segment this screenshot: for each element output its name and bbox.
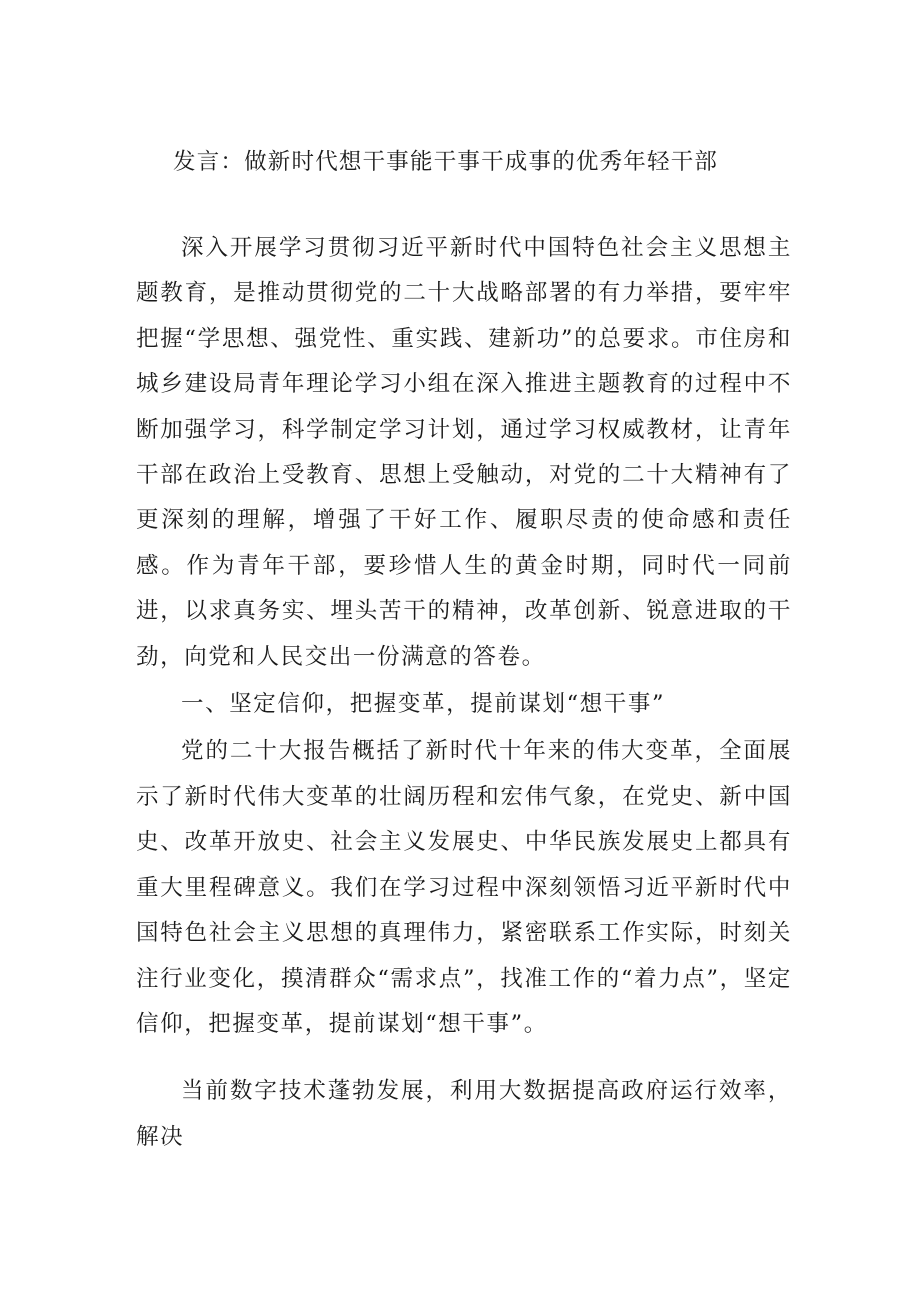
document-title: 发言：做新时代想干事能干事干成事的优秀年轻干部 bbox=[173, 149, 719, 175]
document-body bbox=[136, 226, 792, 1160]
section-1-paragraph-1: 党的二十大报告概括了新时代十年来的伟大变革，全面展示了新时代伟大变革的壮阔历程和宏伟气象，在党史、新中国史、改革开放史、社会主义发展史、中华民族发展史上都具有重大里程碑意义。我们在学习过程中深刻领悟习近平新时代中国特色社会主义思想的真理伟力，紧密联系工作实际，时刻关注行业变化，摸清群众“需求点”，找准工作的“着力点”，坚定信仰，把握变革，提前谋划“想干事”。 bbox=[136, 738, 792, 1037]
section-heading-1: 一、坚定信仰，把握变革，提前谋划“想干事” bbox=[181, 691, 666, 718]
section-1-paragraph-2: 当前数字技术蓬勃发展，利用大数据提高政府运行效率，解决 bbox=[136, 1078, 792, 1150]
intro-paragraph: 深入开展学习贯彻习近平新时代中国特色社会主义思想主题教育，是推动贯彻党的二十大战略部署的有力举措，要牢牢把握“学思想、强党性、重实践、建新功”的总要求。市住房和城乡建设局青年理论学习小组在深入推进主题教育的过程中不断加强学习，科学制定学习计划，通过学习权威教材，让青年干部在政治上受教育、思想上受触动，对党的二十大精神有了更深刻的理解，增强了干好工作、履职尽责的使命感和责任感。作为青年干部，要珍惜人生的黄金时期，同时代一同前进，以求真务实、埋头苦干的精神，改革创新、锐意进取的干劲，向党和人民交出一份满意的答卷。 bbox=[136, 235, 792, 670]
